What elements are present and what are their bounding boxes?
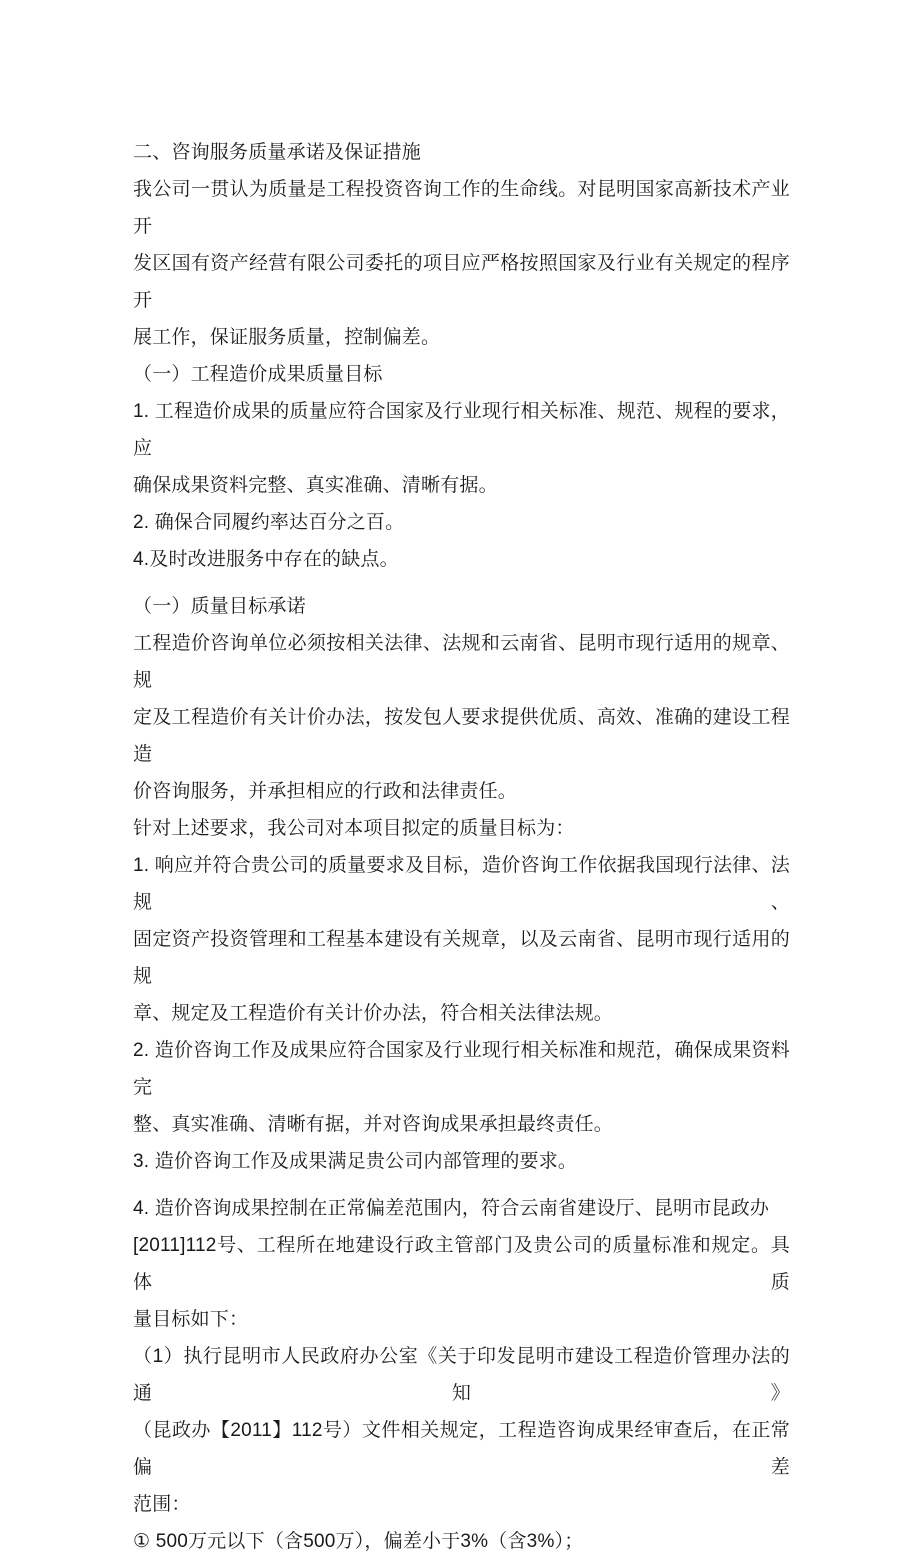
subsection-heading: （一）工程造价成果质量目标 (133, 364, 383, 385)
doc-line: 量目标如下： (133, 1309, 249, 1330)
doc-line: 1. 响应并符合贵公司的质量要求及目标，造价咨询工作依据我国现行法律、法规、 (133, 855, 790, 913)
doc-line: 我公司一贯认为质量是工程投资咨询工作的生命线。对昆明国家高新技术产业开 (133, 179, 790, 237)
doc-line: 2. 造价咨询工作及成果应符合国家及行业现行相关标准和规范，确保成果资料完 (133, 1040, 790, 1098)
doc-line: 发区国有资产经营有限公司委托的项目应严格按照国家及行业有关规定的程序 开 (133, 253, 796, 311)
doc-line: 4. 造价咨询成果控制在正常偏差范围内，符合云南省建设厅、昆明市昆政办 (133, 1198, 770, 1219)
doc-line: （1）执行昆明市人民政府办公室《关于印发昆明市建设工程造价管理办法的通知》 (133, 1346, 790, 1404)
doc-line: 展工作，保证服务质量，控制偏差。 (133, 327, 441, 348)
doc-line: 范围： (133, 1494, 191, 1515)
doc-line: [2011]112号、工程所在地建设行政主管部门及贵公司的质量标准和规定。具体 质 (133, 1235, 790, 1293)
doc-line: 针对上述要求，我公司对本项目拟定的质量目标为： (133, 818, 575, 839)
doc-line: 工程造价咨询单位必须按相关法律、法规和云南省、昆明市现行适用的规章、规 (133, 633, 790, 691)
doc-line: 固定资产投资管理和工程基本建设有关规章，以及云南省、昆明市现行适用的规 (133, 929, 790, 987)
doc-line: 整、真实准确、清晰有据，并对咨询成果承担最终责任。 (133, 1114, 614, 1135)
doc-line: 3. 造价咨询工作及成果满足贵公司内部管理的要求。 (133, 1151, 578, 1172)
doc-line: 1. 工程造价成果的质量应符合国家及行业现行相关标准、规范、规程的要求， 应 (133, 401, 796, 459)
doc-line: 价咨询服务，并承担相应的行政和法律责任。 (133, 781, 518, 802)
doc-line: 定及工程造价有关计价办法，按发包人要求提供优质、高效、准确的建设工程造 (133, 707, 790, 765)
doc-line: ① 500万元以下（含500万），偏差小于3%（含3%）； (133, 1531, 584, 1552)
doc-line: 章、规定及工程造价有关计价办法，符合相关法律法规。 (133, 1003, 614, 1024)
subsection-heading: （一）质量目标承诺 (133, 596, 306, 617)
doc-line: 4.及时改进服务中存在的缺点。 (133, 549, 399, 570)
doc-line: 2. 确保合同履约率达百分之百。 (133, 512, 405, 533)
section-title: 二、咨询服务质量承诺及保证措施 (133, 142, 422, 163)
doc-line: （昆政办【2011】112号）文件相关规定，工程造咨询成果经审查后，在正常偏 差 (133, 1420, 790, 1478)
doc-line: 确保成果资料完整、真实准确、清晰有据。 (133, 475, 498, 496)
